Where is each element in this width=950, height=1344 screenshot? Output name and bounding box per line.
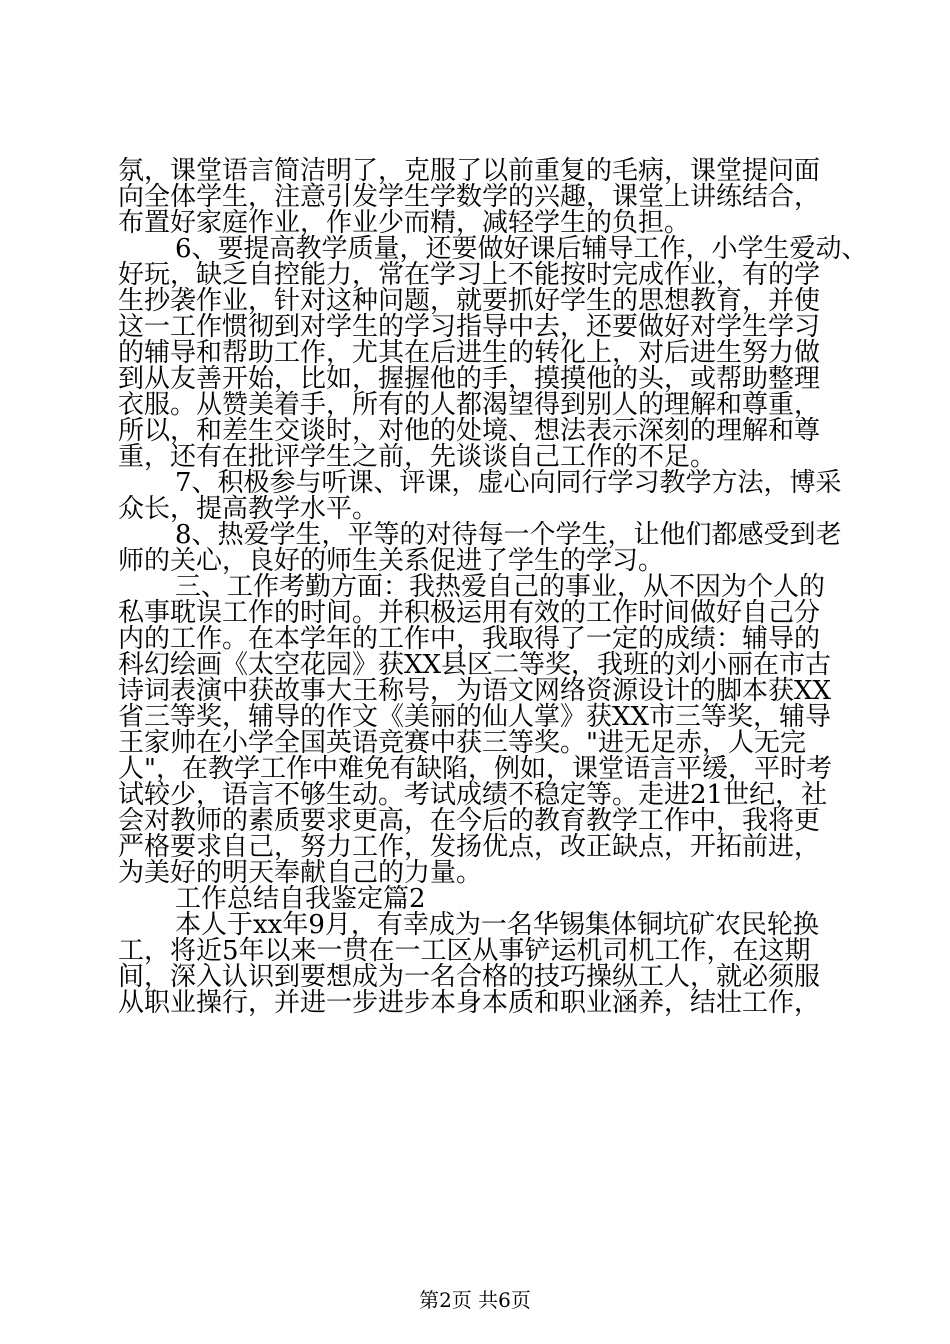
text-line: 诗词表演中获故事大王称号，为语文网络资源设计的脚本获XX: [118, 676, 832, 706]
text-line: 严格要求自己，努力工作，发扬优点，改正缺点，开拓前进，: [118, 832, 821, 862]
text-line: 间，深入认识到要想成为一名合格的技巧操纵工人，就必须服: [118, 962, 821, 992]
text-line: 所以，和差生交谈时，对他的处境、想法表示深刻的理解和尊: [118, 416, 821, 446]
text-line: 本人于xx年9月，有幸成为一名华锡集体铜坑矿农民轮换: [175, 910, 819, 940]
text-line: 这一工作惯彻到对学生的学习指导中去，还要做好对学生学习: [118, 312, 821, 342]
text-line: 生抄袭作业，针对这种问题，就要抓好学生的思想教育，并使: [118, 286, 821, 316]
text-line: 8、热爱学生，平等的对待每一个学生，让他们都感受到老: [175, 520, 842, 550]
text-line: 氛，课堂语言简洁明了，克服了以前重复的毛病，课堂提问面: [118, 156, 821, 186]
text-line: 试较少，语言不够生动。考试成绩不稳定等。走进21世纪，社: [118, 780, 828, 810]
text-line: 的辅导和帮助工作，尤其在后进生的转化上，对后进生努力做: [118, 338, 821, 368]
text-line: 为美好的明天奉献自己的力量。: [118, 858, 483, 888]
text-line: 科幻绘画《太空花园》获XX县区二等奖，我班的刘小丽在市古: [118, 650, 832, 680]
text-line: 6、要提高教学质量，还要做好课后辅导工作，小学生爱动、: [175, 234, 868, 264]
text-line: 会对教师的素质要求更高，在今后的教育教学工作中，我将更: [118, 806, 821, 836]
text-line: 7、积极参与听课、评课，虚心向同行学习教学方法，博采: [175, 468, 842, 498]
text-line: 到从友善开始，比如，握握他的手，摸摸他的头，或帮助整理: [118, 364, 821, 394]
text-line: 师的关心，良好的师生关系促进了学生的学习。: [118, 546, 665, 576]
text-line: 工，将近5年以来一贯在一工区从事铲运机司机工作，在这期: [118, 936, 811, 966]
text-line: 重，还有在批评学生之前，先谈谈自己工作的不足。: [118, 442, 717, 472]
text-line: 三、工作考勤方面：我热爱自己的事业，从不因为个人的: [175, 572, 826, 602]
text-line: 省三等奖，辅导的作文《美丽的仙人掌》获XX市三等奖，辅导: [118, 702, 832, 732]
text-line: 布置好家庭作业，作业少而精，减轻学生的负担。: [118, 208, 691, 238]
text-line: 众长，提高教学水平。: [118, 494, 379, 524]
text-line: 好玩，缺乏自控能力，常在学习上不能按时完成作业，有的学: [118, 260, 821, 290]
text-line: 人"，在教学工作中难免有缺陷，例如，课堂语言平缓，平时考: [118, 754, 832, 784]
text-line: 衣服。从赞美着手，所有的人都渴望得到别人的理解和尊重，: [118, 390, 821, 420]
text-line: 从职业操行，并进一步进步本身本质和职业涵养，结壮工作，: [118, 988, 821, 1018]
page-footer: 第2页 共6页: [419, 1288, 531, 1312]
text-line: 王家帅在小学全国英语竞赛中获三等奖。"进无足赤，人无完: [118, 728, 806, 758]
section-heading: 工作总结自我鉴定篇2: [175, 884, 426, 914]
text-line: 私事耽误工作的时间。并积极运用有效的工作时间做好自己分: [118, 598, 821, 628]
text-line: 内的工作。在本学年的工作中，我取得了一定的成绩：辅导的: [118, 624, 821, 654]
text-line: 向全体学生，注意引发学生学数学的兴趣，课堂上讲练结合，: [118, 182, 821, 212]
